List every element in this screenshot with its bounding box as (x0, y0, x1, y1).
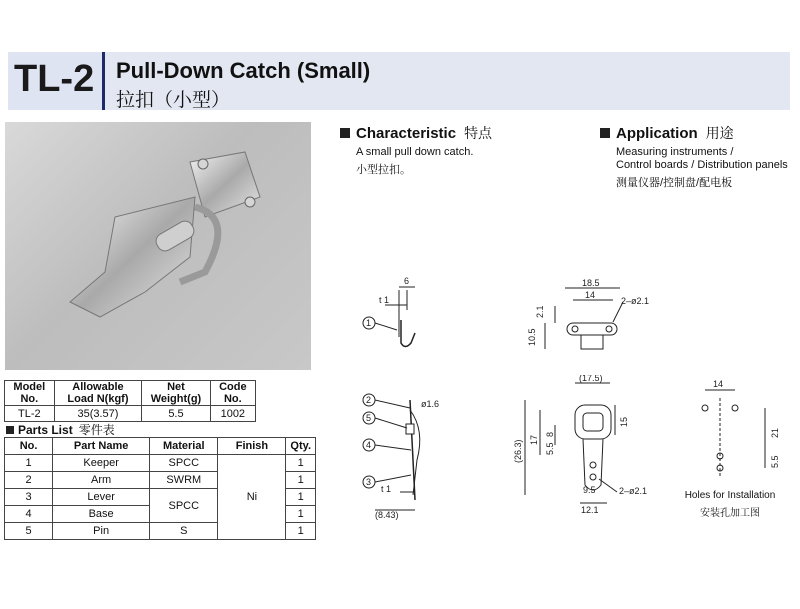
parts-header-qty: Qty. (286, 438, 316, 455)
square-bullet-icon (340, 128, 350, 138)
part-no: 4 (5, 506, 53, 523)
part-no: 2 (5, 472, 53, 489)
application-title-cn: 用途 (705, 125, 734, 141)
dim-label: t 1 (381, 484, 392, 494)
model-code: TL-2 (14, 58, 95, 100)
parts-list-title-cn: 零件表 (78, 423, 115, 437)
keeper-top-drawing (515, 278, 655, 363)
dim-label: t 1 (379, 295, 390, 305)
part-name: Pin (53, 523, 150, 540)
balloon-label: 5 (366, 413, 372, 423)
dim-label: 10.5 (527, 328, 537, 346)
spec-header-load: Allowable Load N(kgf) (54, 381, 142, 406)
holes-caption-cn: 安装孔加工图 (700, 508, 760, 519)
dim-label: 12.1 (581, 505, 599, 515)
body-front-drawing (495, 375, 665, 520)
catch-illustration (5, 122, 311, 370)
dim-label: 2–ø2.1 (621, 296, 650, 306)
characteristic-text-en: A small pull down catch. (356, 146, 474, 158)
part-material: SPCC (150, 455, 218, 472)
square-bullet-icon (600, 128, 610, 138)
dim-label: 21 (770, 427, 780, 438)
spec-cell: 1002 (210, 406, 255, 422)
balloon-label: 2 (366, 395, 372, 405)
product-photo (5, 122, 311, 370)
part-name: Base (53, 506, 150, 523)
title-en: Pull-Down Catch (Small) (116, 58, 371, 83)
dim-label: (26.3) (513, 439, 523, 463)
parts-header-no: No. (5, 438, 53, 455)
spec-header-code: Code No. (210, 381, 255, 406)
holes-drawing (680, 378, 790, 488)
parts-header-material: Material (150, 438, 218, 455)
part-material: SWRM (150, 472, 218, 489)
part-finish: Ni (218, 455, 286, 540)
dim-label: 14 (713, 379, 724, 389)
dim-label: 5.5 (770, 455, 780, 468)
parts-table (4, 437, 316, 540)
holes-caption-en: Holes for Installation (684, 490, 776, 501)
balloon-label: 4 (366, 440, 372, 450)
table-row (5, 455, 316, 472)
characteristic-title (340, 123, 492, 143)
part-name: Keeper (53, 455, 150, 472)
dim-label: 17 (529, 434, 539, 445)
part-qty: 1 (286, 472, 316, 489)
part-name: Arm (53, 472, 150, 489)
part-no: 5 (5, 523, 53, 540)
application-line1: Measuring instruments / (616, 146, 734, 158)
part-no: 1 (5, 455, 53, 472)
title-cn: 拉扣（小型） (116, 90, 231, 111)
part-material: SPCC (150, 489, 218, 523)
part-qty: 1 (286, 455, 316, 472)
dim-label: 18.5 (582, 278, 600, 288)
part-qty: 1 (286, 489, 316, 506)
dim-label: 2–ø2.1 (619, 486, 648, 496)
parts-list-title-en: Parts List (18, 423, 73, 437)
part-qty: 1 (286, 506, 316, 523)
part-name: Lever (53, 489, 150, 506)
spec-cell: 35(3.57) (54, 406, 142, 422)
application-title (600, 123, 734, 143)
dim-label: ø1.6 (421, 399, 440, 409)
square-bullet-icon (6, 426, 14, 434)
spec-cell: TL-2 (5, 406, 55, 422)
spec-table (4, 380, 256, 422)
application-text-cn: 测量仪器/控制盘/配电板 (616, 177, 733, 189)
dim-label: 8 (545, 431, 555, 437)
balloon-label: 3 (366, 477, 372, 487)
body-side-drawing (355, 390, 455, 520)
part-no: 3 (5, 489, 53, 506)
parts-header-name: Part Name (53, 438, 150, 455)
parts-header-finish: Finish (218, 438, 286, 455)
dim-label: (8.43) (375, 510, 399, 520)
application-title-en: Application (616, 125, 698, 142)
characteristic-title-en: Characteristic (356, 125, 457, 142)
balloon-label: 1 (366, 318, 372, 328)
part-qty: 1 (286, 523, 316, 540)
dim-label: 2.1 (535, 305, 545, 318)
spec-header-weight: Net Weight(g) (142, 381, 210, 406)
parts-list-title (6, 421, 115, 438)
dim-label: 5.5 (545, 442, 555, 455)
dim-label: 9.5 (583, 485, 596, 495)
characteristic-text-cn: 小型拉扣。 (356, 164, 411, 176)
dim-label: 6 (404, 276, 410, 286)
dim-label: 15 (619, 416, 629, 427)
spec-header-model: Model No. (5, 381, 55, 406)
characteristic-title-cn: 特点 (464, 125, 493, 141)
dim-label: (17.5) (579, 375, 603, 383)
dim-label: 14 (585, 290, 596, 300)
application-line2: Control boards / Distribution panels (616, 159, 788, 171)
keeper-side-drawing (355, 275, 435, 360)
spec-cell: 5.5 (142, 406, 210, 422)
part-material: S (150, 523, 218, 540)
